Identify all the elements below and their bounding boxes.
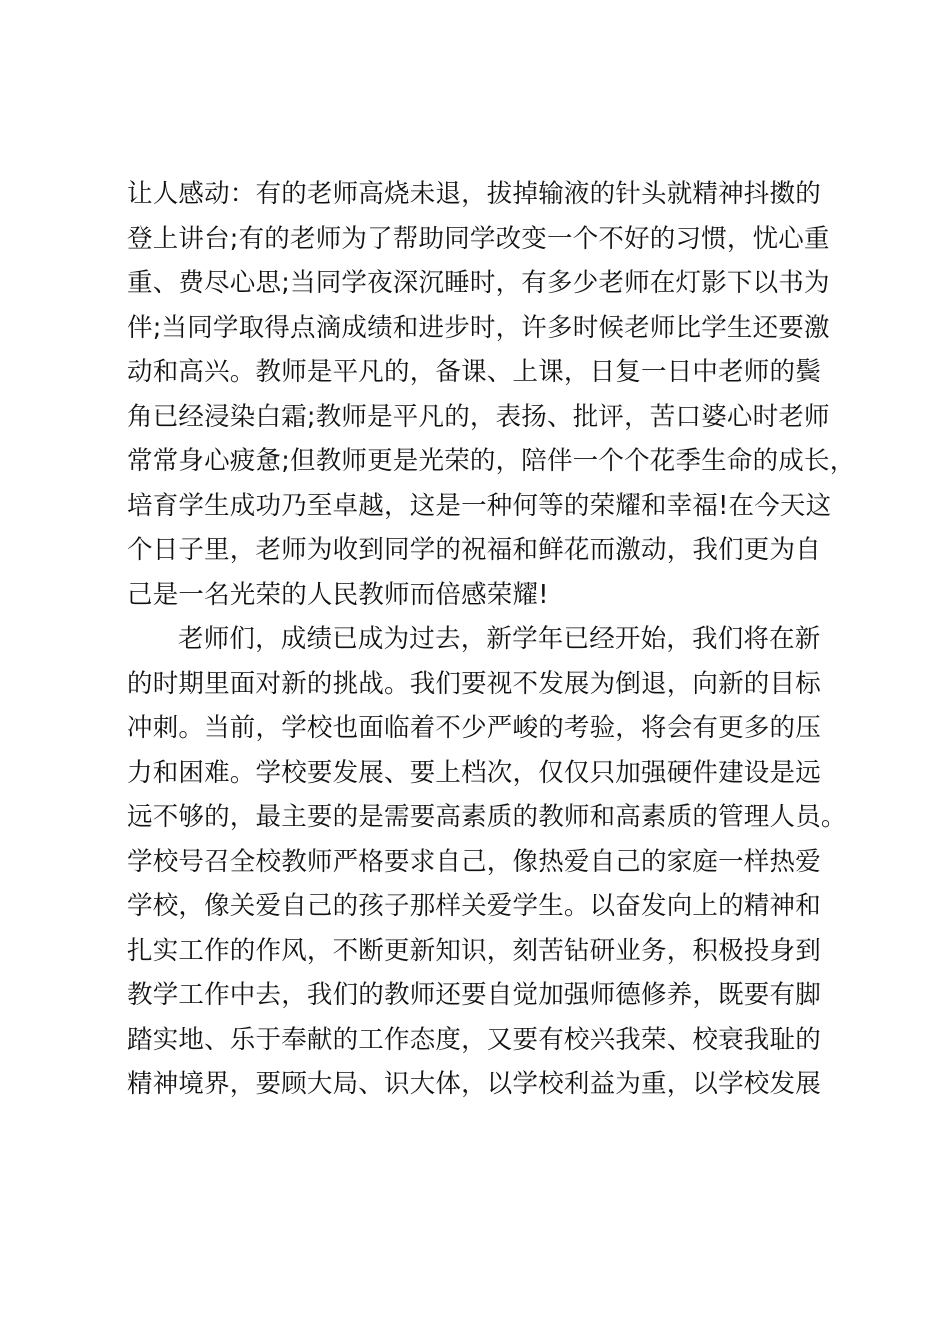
- paragraph-line: 重、费尽心思;当同学夜深沉睡时，有多少老师在灯影下以书为: [127, 268, 830, 298]
- paragraph-line: 学校号召全校教师严格要求自己，像热爱自己的家庭一样热爱: [127, 846, 821, 877]
- paragraph-line-first: 老师们，成绩已成为过去，新学年已经开始，我们将在新: [178, 624, 821, 654]
- paragraph-line: 己是一名光荣的人民教师而倍感荣耀!: [127, 579, 549, 610]
- paragraph-line: 学校，像关爱自己的孩子那样关爱学生。以奋发向上的精神和: [127, 891, 821, 921]
- paragraph-2: [127, 617, 847, 1107]
- paragraph-line: 冲刺。当前，学校也面临着不少严峻的考验，将会有更多的压: [127, 713, 821, 743]
- document-body: [127, 172, 856, 1107]
- paragraph-line: 精神境界，要顾大局、识大体，以学校利益为重，以学校发展: [127, 1069, 821, 1099]
- paragraph-line: 扎实工作的作风，不断更新知识，刻苦钻研业务，积极投身到: [127, 935, 821, 966]
- paragraph-1: [127, 172, 856, 617]
- paragraph-line: 个日子里，老师为收到同学的祝福和鲜花而激动，我们更为自: [127, 535, 821, 565]
- paragraph-line: 角已经浸染白霜;教师是平凡的，表扬、批评，苦口婆心时老师: [127, 401, 830, 432]
- paragraph-line: 让人感动：有的老师高烧未退，拔掉输液的针头就精神抖擞的: [127, 179, 821, 209]
- paragraph-line: 的时期里面对新的挑战。我们要视不发展为倒退，向新的目标: [127, 668, 821, 699]
- paragraph-line: 登上讲台;有的老师为了帮助同学改变一个不好的习惯，忧心重: [127, 223, 830, 254]
- paragraph-line: 远不够的，最主要的是需要高素质的教师和高素质的管理人员。: [127, 802, 847, 832]
- paragraph-line: 培育学生成功乃至卓越，这是一种何等的荣耀和幸福!在今天这: [127, 490, 832, 521]
- paragraph-line: 伴;当同学取得点滴成绩和进步时，许多时候老师比学生还要激: [127, 312, 830, 343]
- paragraph-line: 踏实地、乐于奉献的工作态度，又要有校兴我荣、校衰我耻的: [127, 1024, 821, 1055]
- paragraph-line: 动和高兴。教师是平凡的，备课、上课，日复一日中老师的鬓: [127, 357, 821, 387]
- paragraph-line: 力和困难。学校要发展、要上档次，仅仅只加强硬件建设是远: [127, 757, 821, 788]
- paragraph-line: 常常身心疲惫;但教师更是光荣的，陪伴一个个花季生命的成长，: [127, 446, 856, 476]
- paragraph-line: 教学工作中去，我们的教师还要自觉加强师德修养，既要有脚: [127, 980, 821, 1010]
